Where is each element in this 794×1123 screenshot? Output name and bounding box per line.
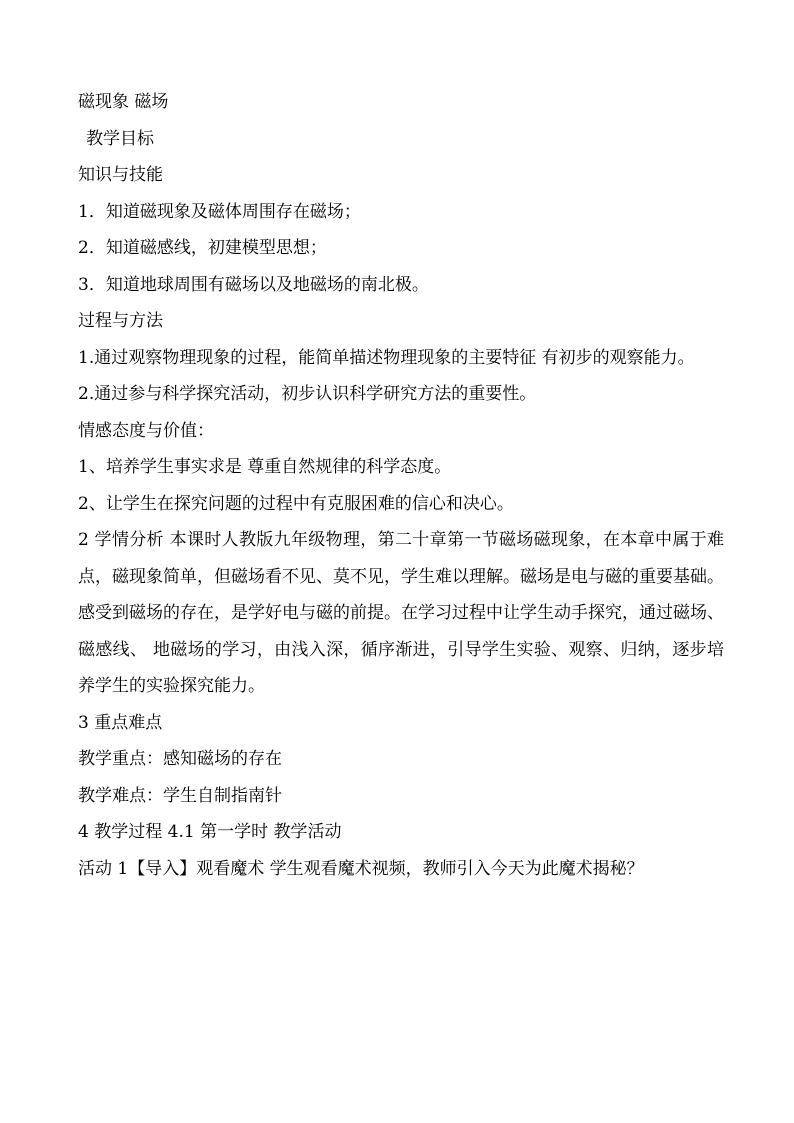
- knowledge-item-3: 3．知道地球周围有磁场以及地磁场的南北极。: [78, 274, 429, 295]
- activity-1: 活动 1【导入】观看魔术 学生观看魔术视频，教师引入今天为此魔术揭秘？: [78, 858, 644, 879]
- process-method-item-2: 2.通过参与科学探究活动，初步认识科学研究方法的重要性。: [78, 384, 537, 404]
- teaching-goals-heading: 教学目标: [86, 128, 154, 149]
- teaching-process-heading: 4 教学过程 4.1 第一学时 教学活动: [78, 822, 342, 842]
- emotion-item-2: 2、让学生在探究问题的过程中有克服困难的信心和决心。: [78, 493, 514, 514]
- teaching-difficult-point: 教学难点：学生自制指南针: [78, 785, 282, 806]
- process-method-item-1: 1.通过观察物理现象的过程，能简单描述物理现象的主要特征 有初步的观察能力。: [78, 347, 695, 368]
- document-body: [78, 84, 724, 887]
- emotion-item-1: 1、培养学生事实求是 尊重自然规律的科学态度。: [78, 457, 452, 477]
- emotion-values-heading: 情感态度与价值：: [78, 420, 214, 441]
- knowledge-item-2: 2．知道磁感线，初建模型思想；: [78, 238, 327, 258]
- student-analysis-paragraph: 2 学情分析 本课时人教版九年级物理，第二十章第一节磁场磁现象，在本章中属于难点，磁现象简单，但磁场看不见、莫不见，学生难以理解。磁场是电与磁的重要基础。感受到磁场的存在，是学好电与磁的前提。在学习过程中让学生动手探究，通过磁场、磁感线、 地磁场的学习，由浅入深，循序渐进，引导学生实验、观察、归纳，逐步培养学生的实验探究能力。: [78, 530, 724, 696]
- document-title: 磁现象 磁场: [78, 92, 169, 112]
- knowledge-item-1: 1．知道磁现象及磁体周围存在磁场；: [78, 201, 361, 222]
- knowledge-skills-heading: 知识与技能: [78, 165, 163, 185]
- process-method-heading: 过程与方法: [78, 311, 163, 331]
- key-points-heading: 3 重点难点: [78, 712, 163, 733]
- teaching-key-point: 教学重点：感知磁场的存在: [78, 749, 282, 769]
